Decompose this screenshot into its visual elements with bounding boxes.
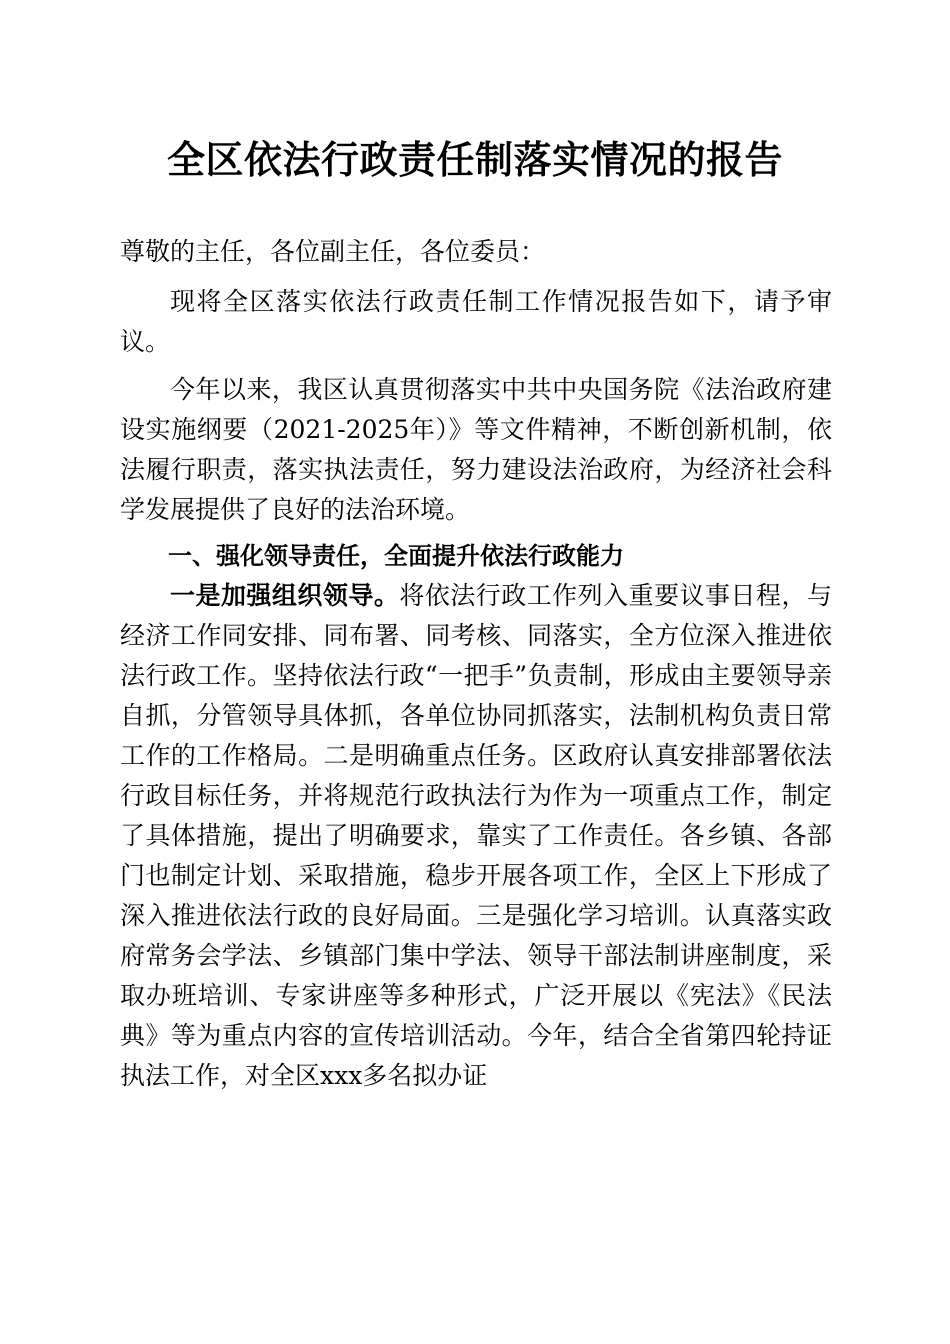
salutation: 尊敬的主任，各位副主任，各位委员： xyxy=(120,237,546,266)
section-heading: 一、强化领导责任，全面提升依法行政能力 xyxy=(168,542,624,570)
document-title: 全区依法行政责任制落实情况的报告 xyxy=(166,137,783,182)
section-lead: 一是加强组织领导。 xyxy=(170,581,400,610)
section-paragraph xyxy=(120,576,832,1096)
overview-paragraph: 今年以来，我区认真贯彻落实中共中央国务院《法治政府建设实施纲要（2021-2025年）》等文件精神，不断创新机制，依法履行职责，落实执法责任，努力建设法治政府，为经济社会科学发展提供了良好的法治环境。 xyxy=(120,375,832,524)
section-text: 将依法行政工作列入重要议事日程，与经济工作同安排、同布署、同考核、同落实，全方位深入推进依法行政工作。坚持依法行政“一把手”负责制，形成由主要领导亲自抓，分管领导具体抓，各单位协同抓落实，法制机构负责日常工作的工作格局。二是明确重点任务。区政府认真安排部署依法行政目标任务，并将规范行政执法行为作为一项重点工作，制定了具体措施，提出了明确要求，靠实了工作责任。各乡镇、各部门也制定计划、采取措施，稳步开展各项工作，全区上下形成了深入推进依法行政的良好局面。三是强化学习培训。认真落实政府常务会学法、乡镇部门集中学法、领导干部法制讲座制度，采取办班培训、专家讲座等多种形式，广泛开展以《宪法》《民法典》等为重点内容的宣传培训活动。今年，结合全省第四轮持证执法工作，对全区xxx多名拟办证 xyxy=(120,581,832,1090)
intro-paragraph: 现将全区落实依法行政责任制工作情况报告如下，请予审议。 xyxy=(120,287,832,356)
document-body xyxy=(120,232,832,1096)
